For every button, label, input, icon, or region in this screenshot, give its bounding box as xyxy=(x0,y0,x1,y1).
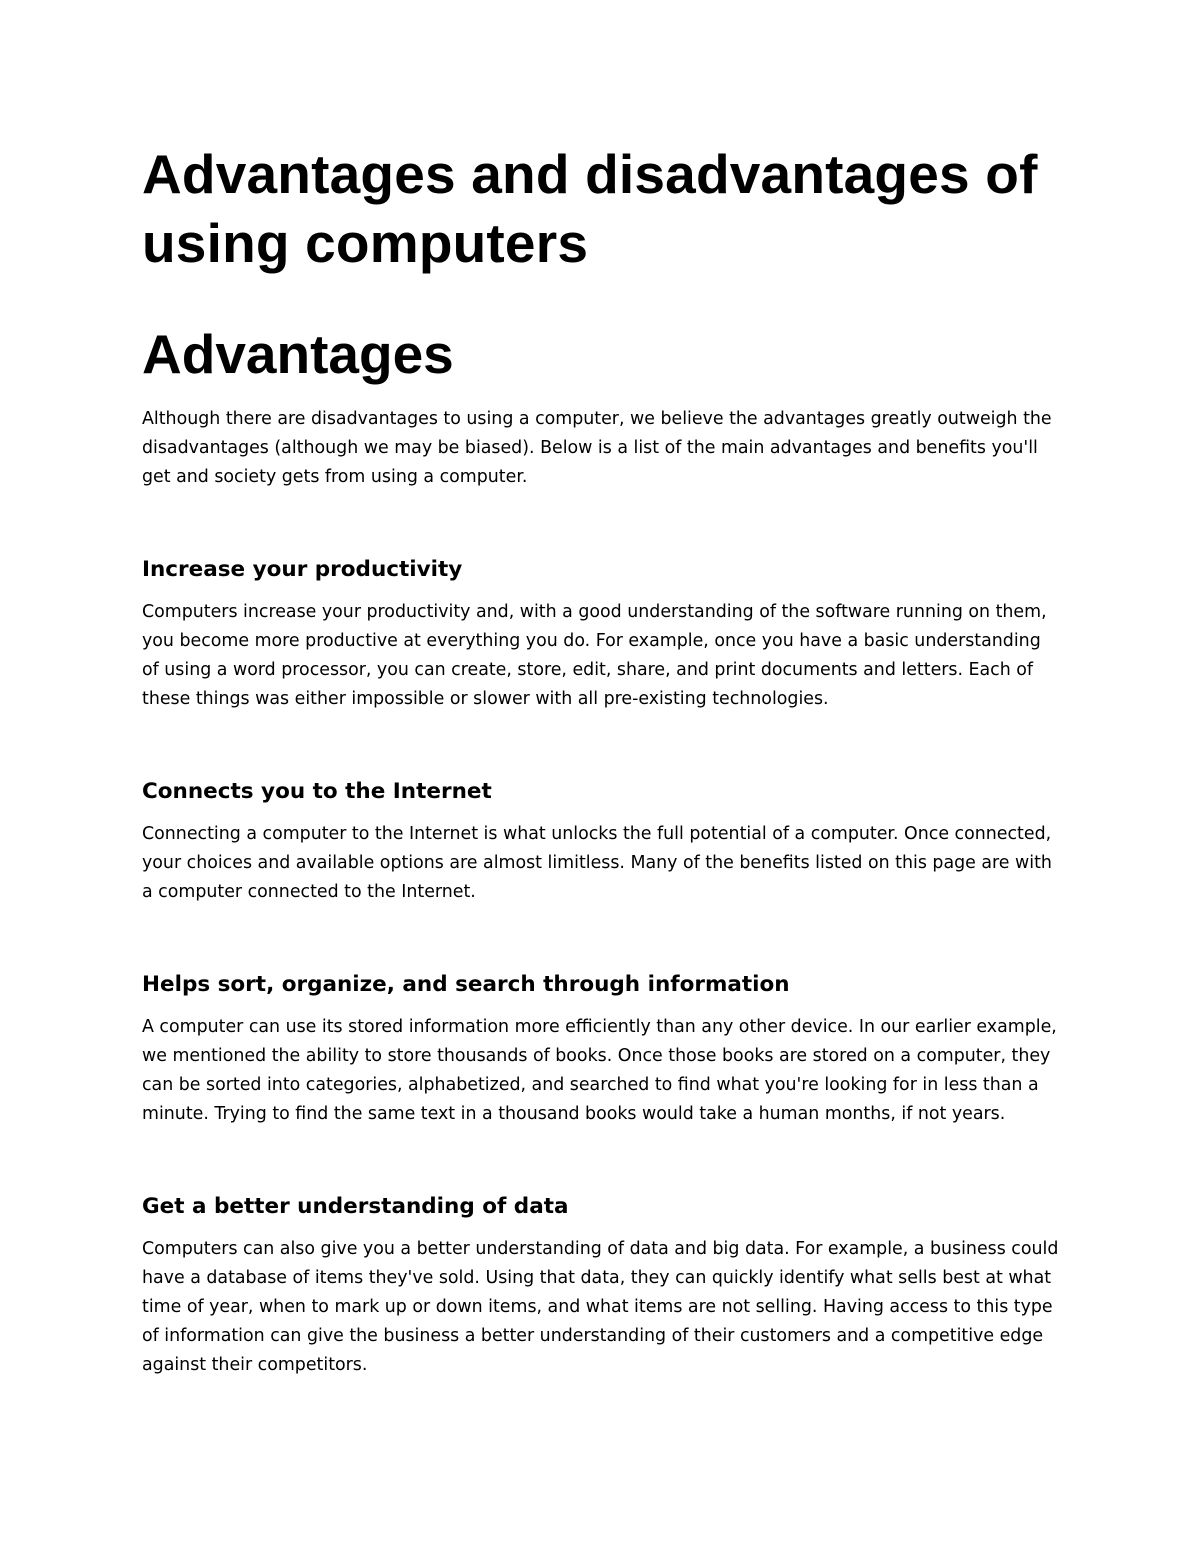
subsection-body: A computer can use its stored information more efficiently than any other device. In our earlier example, we mentioned the ability to store thousands of books. Once those books are stored on a computer, they can be sorted into categories, alphabetized, and searched to find what you're looking for in less than a minute. Trying to find the same text in a thousand books would take a human months, if not years. xyxy=(142,1017,1057,1124)
subsection-heading: Connects you to the Internet xyxy=(142,779,492,804)
document-content xyxy=(142,140,1062,1380)
subsection-body: Connecting a computer to the Internet is what unlocks the full potential of a computer. Once connected, your choices and available options are almost limitless. Many of the benefits listed on this page are with a computer connected to the Internet. xyxy=(142,824,1052,902)
subsection-organize xyxy=(142,971,1062,1129)
subsection-productivity xyxy=(142,556,1062,714)
subsection-data xyxy=(142,1193,1062,1380)
subsection-heading: Increase your productivity xyxy=(142,557,463,582)
subsection-heading: Get a better understanding of data xyxy=(142,1194,569,1219)
subsection-body: Computers can also give you a better understanding of data and big data. For example, a business could have a database of items they've sold. Using that data, they can quickly identify what sells best at what time of year, when to mark up or down items, and what items are not selling. Having access to this type of information can give the business a better understanding of their customers and a competitive edge against their competitors. xyxy=(142,1239,1059,1375)
intro-paragraph: Although there are disadvantages to using a computer, we believe the advantages greatly outweigh the disadvantages (although we may be biased). Below is a list of the main advantages and benefits you'll get and society gets from using a computer. xyxy=(142,409,1052,487)
document-title: Advantages and disadvantages of using computers xyxy=(142,143,1038,274)
subsection-body: Computers increase your productivity and, with a good understanding of the software running on them, you become more productive at everything you do. For example, once you have a basic understanding of using a word processor, you can create, store, edit, share, and print documents and letters. Each of these things was either impossible or slower with all pre-existing technologies. xyxy=(142,602,1047,709)
section-heading-advantages: Advantages xyxy=(142,323,454,385)
subsection-internet xyxy=(142,778,1062,907)
subsection-heading: Helps sort, organize, and search through information xyxy=(142,972,790,997)
